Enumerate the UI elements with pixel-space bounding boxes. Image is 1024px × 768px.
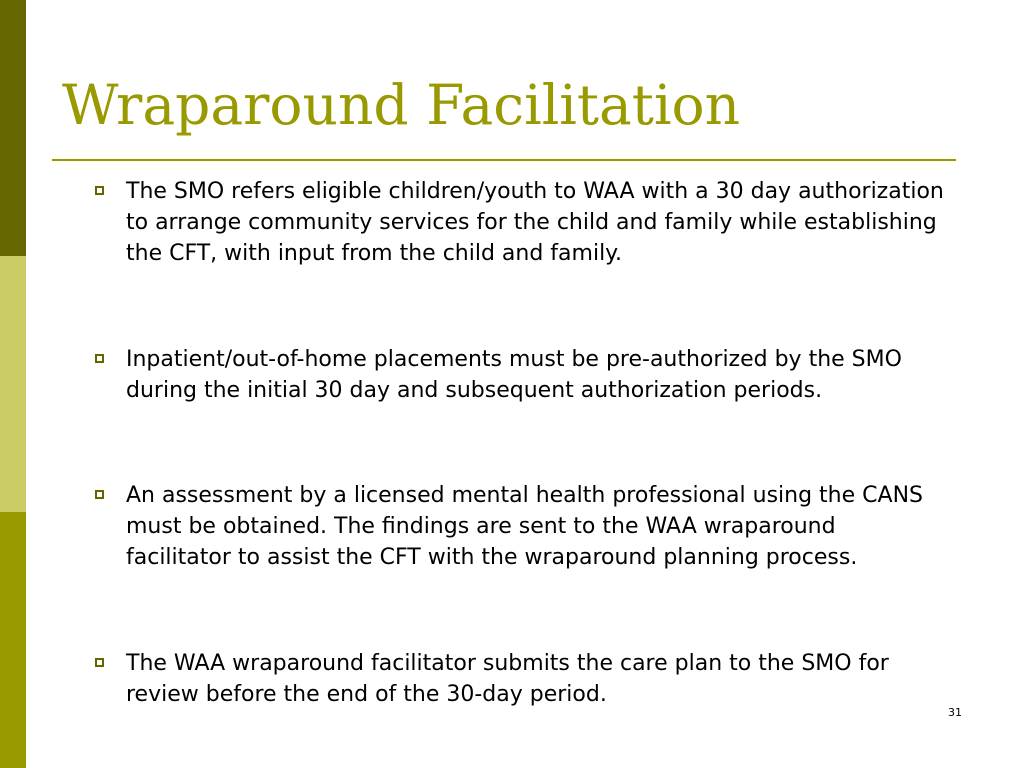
side-bar-top — [0, 0, 26, 256]
title-divider — [52, 159, 956, 161]
bullet-text: The SMO refers eligible children/youth to WAA with a 30 day authorization to arrange community services for the child and family while establishing the CFT, with input from the child and family. — [126, 179, 944, 266]
bullet-text: The WAA wraparound facilitator submits the care plan to the SMO for review before the end of the 30-day period. — [126, 651, 889, 707]
square-bullet-icon — [95, 490, 104, 499]
bullet-text: An assessment by a licensed mental health professional using the CANS must be obtained. The findings are sent to the WAA wraparound facilitator to assist the CFT with the wraparound planning process. — [126, 483, 923, 570]
square-bullet-icon — [95, 658, 104, 667]
square-bullet-icon — [95, 354, 104, 363]
side-bar-middle — [0, 256, 26, 512]
side-bar-bottom — [0, 512, 26, 768]
square-bullet-icon — [95, 186, 104, 195]
slide-title: Wraparound Facilitation — [62, 73, 740, 137]
slide-number: 31 — [948, 706, 962, 719]
bullet-text: Inpatient/out-of-home placements must be pre-authorized by the SMO during the initial 30 day and subsequent authorization periods. — [126, 347, 902, 403]
